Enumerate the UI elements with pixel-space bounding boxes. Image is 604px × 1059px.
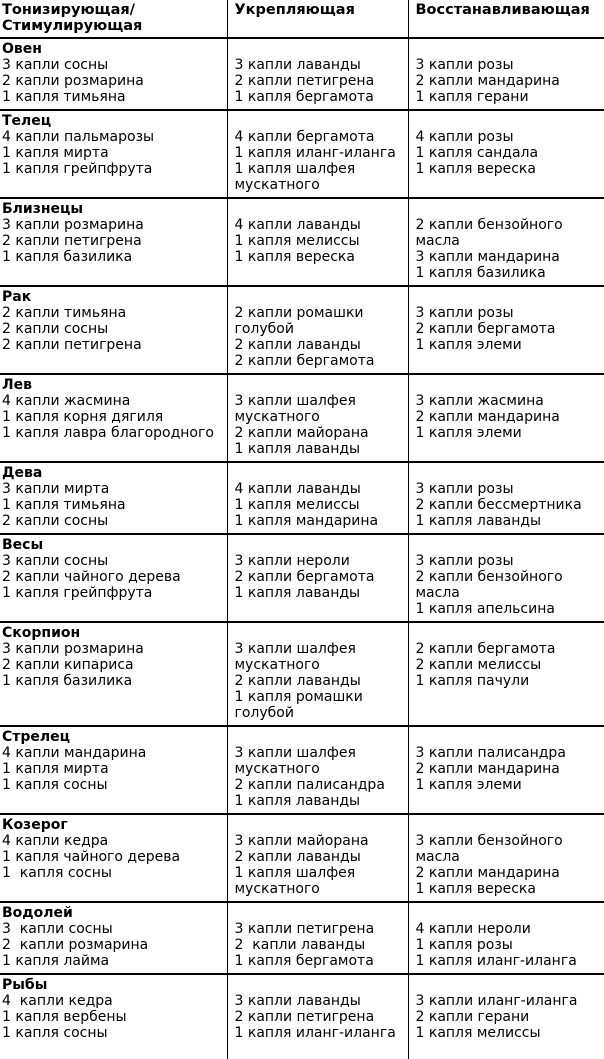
blank-line [235, 977, 404, 993]
blank-line [416, 625, 601, 641]
recipe-line: голубой [234, 705, 294, 721]
recipe-line: мускатного [234, 657, 320, 673]
recipe-line: 2 капли сосны [2, 321, 109, 337]
recipe-line: 1 капля тимьяна [2, 89, 126, 105]
recipe-line: 2 капли лаванды [234, 337, 361, 353]
recipe-cell [408, 726, 604, 814]
recipe-cell [408, 814, 604, 902]
recipe-line: 2 капли петигрена [2, 337, 142, 353]
recipe-line: 3 капли розмарина [2, 217, 144, 233]
recipe-cell [227, 374, 408, 462]
recipe-line: 1 капля иланг-иланга [415, 953, 577, 969]
recipe-line: 2 капли чайного дерева [2, 569, 181, 585]
recipe-line: 3 капли майорана [234, 833, 369, 849]
recipe-line: 1 капля мелиссы [415, 1025, 541, 1041]
recipe-cell [227, 38, 408, 110]
recipe-cell [227, 110, 408, 198]
recipe-line: 1 капля бергамота [234, 953, 374, 969]
recipe-line: масла [415, 849, 460, 865]
recipe-line: 1 капля грейпфрута [2, 585, 153, 601]
recipe-line: 4 капли лаванды [234, 217, 361, 233]
recipe-line: 4 капли пальмарозы [2, 129, 155, 145]
recipe-line: 2 капли бергамота [234, 569, 375, 585]
recipe-line: мускатного [234, 761, 320, 777]
recipe-line: 2 капли лаванды [234, 673, 361, 689]
recipe-line: 2 капли бергамота [415, 321, 556, 337]
recipe-cell [408, 110, 604, 198]
recipe-line: 3 капли сосны [2, 921, 113, 937]
recipe-line: масла [415, 585, 460, 601]
blank-line [235, 377, 404, 393]
recipe-line: 1 капля мелиссы [234, 233, 360, 249]
recipe-cell [0, 902, 227, 974]
recipe-line: 2 капли кипариса [2, 657, 134, 673]
recipe-line: 1 капля шалфея [234, 865, 356, 881]
zodiac-sign-label: Овен [2, 41, 42, 57]
blank-line [416, 41, 601, 57]
recipe-cell [408, 198, 604, 286]
blank-line [416, 817, 601, 833]
recipe-line: 3 капли шалфея [234, 641, 356, 657]
recipe-line: 1 капля грейпфрута [2, 161, 153, 177]
recipe-line: 1 капля ромашки [234, 689, 363, 705]
recipe-line: 3 капли розы [415, 481, 514, 497]
recipe-cell [227, 902, 408, 974]
recipe-line: 1 капля лаванды [234, 585, 361, 601]
recipe-cell [408, 374, 604, 462]
recipe-line: 3 капли лаванды [234, 57, 361, 73]
blank-line [235, 905, 404, 921]
recipe-line: 4 капли жасмина [2, 393, 131, 409]
recipe-line: 3 капли мирта [2, 481, 110, 497]
recipe-line: 3 капли петигрена [234, 921, 375, 937]
recipe-line: 1 капля сосны [2, 1025, 108, 1041]
recipe-line: 1 капля сосны [2, 865, 112, 881]
recipe-cell [408, 38, 604, 110]
recipe-cell [227, 974, 408, 1059]
recipe-line: 2 капли петигрена [2, 233, 142, 249]
recipe-line: 3 капли шалфея [234, 393, 356, 409]
recipe-line: 4 капли кедра [2, 993, 113, 1009]
recipe-line: 2 капли розмарина [2, 73, 144, 89]
zodiac-sign-label: Дева [2, 465, 43, 481]
recipe-line: 1 капля элеми [415, 425, 522, 441]
recipe-line: 2 капли мандарина [415, 73, 560, 89]
zodiac-sign-label: Стрелец [2, 729, 71, 745]
blank-line [416, 201, 601, 217]
recipe-line: 2 капли майорана [234, 425, 369, 441]
zodiac-sign-label: Водолей [2, 905, 73, 921]
zodiac-sign-label: Лев [2, 377, 32, 393]
recipe-line: 1 капля сосны [2, 777, 108, 793]
zodiac-sign-label: Рак [2, 289, 32, 305]
recipe-line: 1 капля герани [415, 89, 529, 105]
recipe-cell [408, 902, 604, 974]
recipe-line: 1 капля чайного дерева [2, 849, 181, 865]
recipe-line: 2 капли бензойного [415, 569, 563, 585]
recipe-line: 1 капля мандарина [234, 513, 379, 529]
recipe-line: 1 капля тимьяна [2, 497, 126, 513]
recipe-line: 2 капли палисандра [234, 777, 385, 793]
recipe-line: 2 капли розмарина [2, 937, 149, 953]
recipe-line: 3 капли розы [415, 57, 514, 73]
recipe-line: 2 капли петигрена [234, 73, 375, 89]
recipe-line: 1 капля апельсина [415, 601, 555, 617]
recipe-line: 1 капля вереска [415, 881, 536, 897]
recipe-line: 1 капля лаванды [234, 793, 361, 809]
header-row [0, 0, 604, 38]
blank-line [416, 465, 601, 481]
recipe-line: 2 капли ромашки [234, 305, 364, 321]
recipe-cell [0, 622, 227, 726]
table-row [0, 110, 604, 198]
table-row [0, 38, 604, 110]
recipe-line: 2 капли герани [415, 1009, 530, 1025]
recipe-line: 1 капля базилика [2, 249, 133, 265]
recipe-line: 4 капли бергамота [234, 129, 375, 145]
recipe-line: 2 капли бессмертника [415, 497, 582, 513]
recipe-cell [0, 110, 227, 198]
recipe-line: мускатного [234, 881, 320, 897]
recipe-line: 1 капля сандала [415, 145, 539, 161]
recipe-line: 3 капли нероли [234, 553, 350, 569]
recipe-line: 1 капля базилика [415, 265, 546, 281]
recipe-line: 1 капля элеми [415, 777, 522, 793]
table-row [0, 534, 604, 622]
recipe-line: 3 капли иланг-иланга [415, 993, 578, 1009]
recipe-line: 2 капли петигрена [234, 1009, 375, 1025]
recipe-line: 2 капли лаванды [234, 849, 361, 865]
recipe-line: 1 капля мелиссы [234, 497, 360, 513]
blank-line [416, 537, 601, 553]
recipe-cell [408, 974, 604, 1059]
recipe-cell [408, 534, 604, 622]
recipe-line: 1 капля розы [415, 937, 513, 953]
recipe-line: 1 капля мирта [2, 761, 109, 777]
recipe-line: 4 капли розы [415, 129, 514, 145]
recipe-line: мускатного [234, 409, 320, 425]
column-header-restorative: Восстанавливающая [408, 0, 604, 38]
recipe-cell [0, 462, 227, 534]
table-row [0, 622, 604, 726]
recipe-line: 3 капли лаванды [234, 993, 361, 1009]
column-header-tonic: Тонизирующая/Стимулирующая [0, 0, 227, 38]
recipe-line: 2 капли мелиссы [415, 657, 542, 673]
recipe-cell [0, 974, 227, 1059]
blank-line [416, 377, 601, 393]
recipe-line: 2 капли лаванды [234, 937, 366, 953]
blank-line [235, 201, 404, 217]
table-row [0, 198, 604, 286]
recipe-cell [0, 286, 227, 374]
blank-line [235, 465, 404, 481]
recipe-cell [227, 814, 408, 902]
recipe-cell [227, 198, 408, 286]
recipe-line: 2 капли сосны [2, 513, 109, 529]
recipe-line: 1 капля пачули [415, 673, 530, 689]
blank-line [235, 729, 404, 745]
recipe-line: 4 капли нероли [415, 921, 531, 937]
recipe-cell [0, 198, 227, 286]
recipe-cell [0, 726, 227, 814]
zodiac-sign-label: Скорпион [2, 625, 81, 641]
recipe-line: 1 капля вереска [234, 249, 355, 265]
recipe-cell [0, 534, 227, 622]
blank-line [235, 537, 404, 553]
recipe-line: 2 капли мандарина [415, 865, 560, 881]
recipe-cell [227, 462, 408, 534]
blank-line [235, 113, 404, 129]
blank-line [416, 113, 601, 129]
blank-line [235, 625, 404, 641]
blank-line [416, 905, 601, 921]
recipe-line: 3 капли жасмина [415, 393, 544, 409]
recipe-line: 3 капли шалфея [234, 745, 356, 761]
recipe-line: 1 капля вереска [415, 161, 536, 177]
table-row [0, 974, 604, 1059]
recipe-cell [227, 286, 408, 374]
recipe-line: 1 капля вербены [2, 1009, 127, 1025]
recipe-line: 1 капля лавра благородного [2, 425, 214, 441]
recipe-line: голубой [234, 321, 294, 337]
recipe-line: 1 капля иланг-иланга [234, 1025, 396, 1041]
recipe-line: 1 капля элеми [415, 337, 522, 353]
table-row [0, 814, 604, 902]
recipe-line: 3 капли розмарина [2, 641, 144, 657]
recipe-line: 1 капля бергамота [234, 89, 374, 105]
recipe-line: 1 капля иланг-иланга [234, 145, 396, 161]
recipe-cell [0, 814, 227, 902]
table-row [0, 902, 604, 974]
recipe-line: 4 капли лаванды [234, 481, 361, 497]
recipe-line: 2 капли тимьяна [2, 305, 127, 321]
column-header-strengthening: Укрепляющая [227, 0, 408, 38]
recipe-line: 1 капля корня дягиля [2, 409, 164, 425]
zodiac-sign-label: Телец [2, 113, 52, 129]
blank-line [235, 817, 404, 833]
recipe-line: 3 капли мандарина [415, 249, 560, 265]
recipe-line: 3 капли розы [415, 553, 514, 569]
recipe-line: 4 капли кедра [2, 833, 109, 849]
blank-line [235, 41, 404, 57]
table-body [0, 38, 604, 1059]
recipe-line: 1 капля базилика [2, 673, 133, 689]
recipe-cell [227, 622, 408, 726]
recipe-line: 3 капли бензойного [415, 833, 563, 849]
recipe-line: 1 капля лаванды [415, 513, 542, 529]
recipe-cell [408, 622, 604, 726]
recipe-line: 1 капля шалфея [234, 161, 356, 177]
recipe-line: 1 капля мирта [2, 145, 109, 161]
table-header [0, 0, 604, 38]
recipe-line: 2 капли бергамота [234, 353, 375, 369]
zodiac-sign-label: Близнецы [2, 201, 84, 217]
blank-line [416, 729, 601, 745]
recipe-line: 1 капля лайма [2, 953, 110, 969]
table-row [0, 726, 604, 814]
recipe-cell [227, 534, 408, 622]
recipe-cell [0, 38, 227, 110]
recipe-line: 3 капли сосны [2, 553, 109, 569]
table-row [0, 462, 604, 534]
recipe-line: 2 капли мандарина [415, 409, 560, 425]
zodiac-sign-label: Рыбы [2, 977, 48, 993]
zodiac-sign-label: Козерог [2, 817, 68, 833]
blank-line [416, 289, 601, 305]
recipe-line: 3 капли розы [415, 305, 514, 321]
recipe-line: 1 капля лаванды [234, 441, 361, 457]
blank-line [416, 977, 601, 993]
zodiac-sign-label: Весы [2, 537, 44, 553]
recipe-line: 3 капли палисандра [415, 745, 566, 761]
recipe-line: 2 капли бензойного [415, 217, 563, 233]
recipe-line: 2 капли мандарина [415, 761, 560, 777]
recipe-line: масла [415, 233, 460, 249]
recipe-line: 4 капли мандарина [2, 745, 147, 761]
recipe-cell [408, 462, 604, 534]
recipe-line: мускатного [234, 177, 320, 193]
recipe-cell [227, 726, 408, 814]
recipe-cell [408, 286, 604, 374]
recipe-line: 3 капли сосны [2, 57, 109, 73]
blank-line [235, 289, 404, 305]
table-row [0, 374, 604, 462]
recipe-line: 2 капли бергамота [415, 641, 556, 657]
recipe-cell [0, 374, 227, 462]
table-row [0, 286, 604, 374]
